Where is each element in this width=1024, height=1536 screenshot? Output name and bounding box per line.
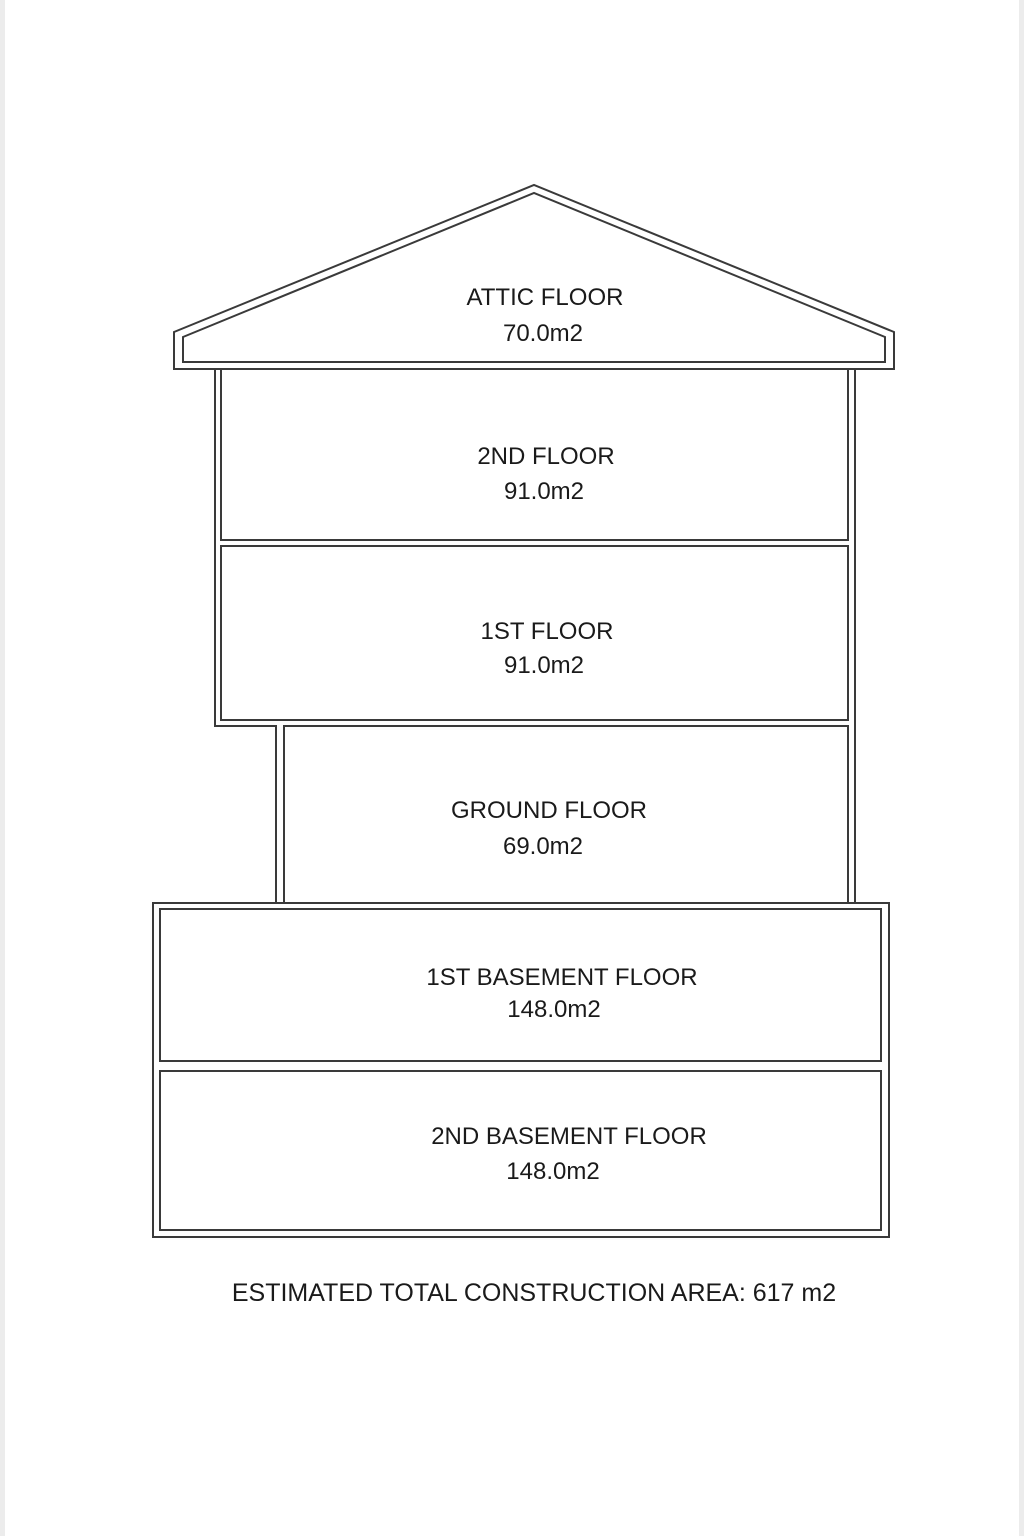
- first-floor-area: 91.0m2: [503, 652, 585, 679]
- ground-floor-label: GROUND FLOOR: [450, 797, 648, 824]
- second-basement-box: [160, 1071, 881, 1230]
- attic-floor-area: 70.0m2: [502, 320, 584, 347]
- second-floor-label: 2ND FLOOR: [477, 443, 615, 470]
- attic-floor-label: ATTIC FLOOR: [466, 284, 624, 311]
- first-floor-label: 1ST FLOOR: [480, 618, 614, 645]
- first-basement-label: 1ST BASEMENT FLOOR: [426, 964, 698, 991]
- ground-floor-area: 69.0m2: [502, 833, 584, 860]
- upper-block-outer-wall: [215, 369, 276, 903]
- second-basement-area: 148.0m2: [506, 1158, 600, 1185]
- second-floor-area: 91.0m2: [503, 478, 585, 505]
- first-basement-area: 148.0m2: [507, 996, 601, 1023]
- second-basement-label: 2ND BASEMENT FLOOR: [431, 1123, 707, 1150]
- total-construction-area: ESTIMATED TOTAL CONSTRUCTION AREA: 617 m2: [231, 1279, 837, 1307]
